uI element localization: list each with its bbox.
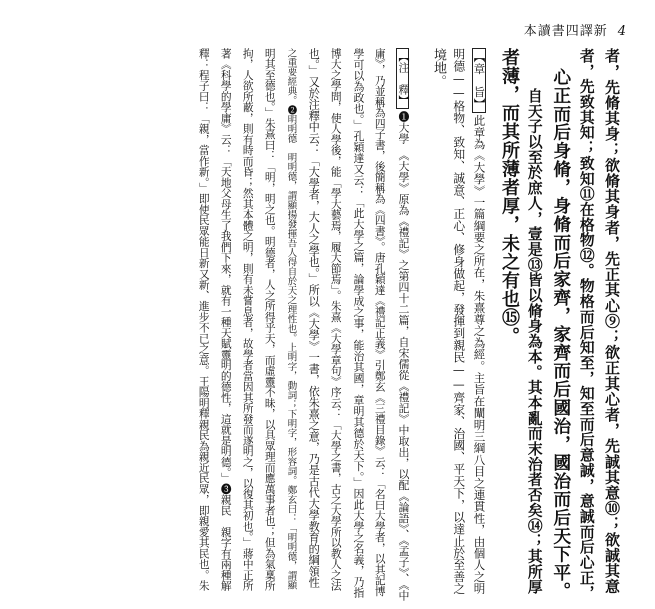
section-zhang-tag: 【章 旨】 bbox=[472, 48, 486, 113]
section-zhang-line: 此章為《大學》一篇綱要之所在，朱熹尊之為經。主旨在闡明三綱八目之連貫性，由個人之明 bbox=[472, 114, 487, 595]
section-zhang-line: 明德——格物、致知、誠意、正心、修身做起，發揮到親民——齊家、治國、平天下，以達止於至善之 bbox=[451, 48, 466, 595]
page-number: 4 bbox=[617, 24, 627, 39]
main-text-line: 心正而后身脩，身脩而后家齊，家齊而后國治，國治而后天下平。 bbox=[550, 68, 572, 601]
notes-line: ❶大學 《大學》原為《禮記》之第四十二篇，自宋儒從《禮記》中取出，以配《論語》、《孟子》、《中 bbox=[396, 111, 410, 601]
main-text-line: 自天子以至於庶人，壹是⑬皆以脩身為本。其本亂而末治者否矣⑭；其所厚 bbox=[525, 88, 543, 595]
header-title: 本讀書四譯新 bbox=[523, 24, 608, 39]
main-text-line: 者，先致其知；致知⑪在格物⑫。物格而后知至，知至而后意誠，意誠而后心正， bbox=[577, 48, 595, 601]
notes-line: 庸》，乃並稱為四子書，後簡稱為《四書》。唐孔穎達《禮記正義》引鄭玄《三禮目錄》云：「名曰大學者，以其記博 bbox=[373, 48, 387, 597]
section-notes bbox=[396, 48, 409, 601]
notes-line: 釋：程子曰：「親，當作新。」即使民眾能日新又新、進步不已之意。王陽明釋親民為親近民眾，即親愛其民也。朱 bbox=[197, 48, 211, 591]
main-text-line: 者薄，而其所薄者厚，未之有也⑮。 bbox=[499, 48, 520, 346]
notes-line: 拘，人欲所蔽，則有時而昏；然其本體之明，則有未嘗息者，故學者當因其所發而遂明之，以復其初也。」蔣中正所 bbox=[241, 48, 255, 591]
notes-line: 著《科學的學庸》云：「天地父母生了我們下來，就有一種天賦靈明的德性，這就是明德。」❸親民 親字有兩種解 bbox=[219, 48, 233, 591]
main-text-line: 者，先脩其身；欲脩其身者，先正其心⑨；欲正其心者，先誠其意⑩；欲誠其意 bbox=[603, 48, 621, 594]
section-zhang bbox=[472, 48, 486, 594]
notes-line: 之重要經典。❷明明德 明明德，謂顯揚發揮吾人得自於天之理性也。上明字，動詞；下明字，形容詞。鄭玄曰：「明明德，謂顯 bbox=[285, 48, 297, 590]
section-notes-tag: 【注 釋】 bbox=[396, 48, 409, 109]
notes-line: 學可以為政也。」孔穎達又云：「此大學之篇，論學成之事，能治其國，章明其德於天下。」因此大學之名義，乃指 bbox=[351, 48, 365, 599]
notes-line: 博大之學問，使人學後，能「學大藝焉，履大節焉」。朱熹《大學章句》序云：「大學之書，古之大學所以教人之法 bbox=[329, 48, 343, 591]
notes-line: 明其至德也。」朱熹曰：「明，明之也。明德者，人之所得乎天，而虛靈不昧，以具眾理而應萬事者也；但為氣稟所 bbox=[263, 48, 277, 591]
notes-line: 也。」又於注釋中云：「大學者，大人之學也。」所以《大學》一書，依朱熹之意，乃是古代大學教育的綱領性 bbox=[307, 48, 321, 589]
section-zhang-line: 境地。 bbox=[431, 48, 446, 88]
running-header bbox=[524, 20, 627, 39]
